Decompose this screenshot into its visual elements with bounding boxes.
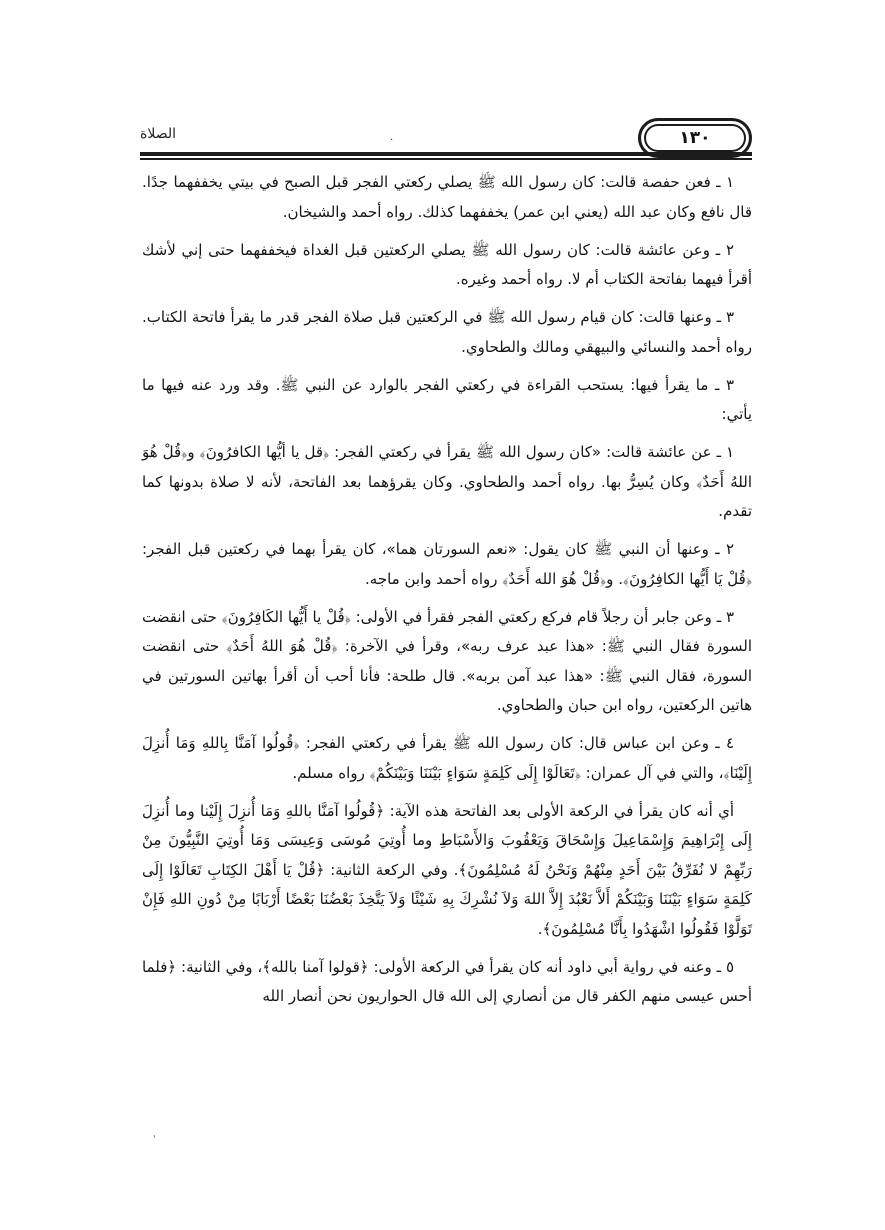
page-header — [140, 112, 752, 160]
paragraph-reading-2: ٢ ـ وعنها أن النبي ﷺ كان يقول: «نعم السورتان هما»، كان يقرأ بهما في ركعتين قبل الفجر: ﴿قُلْ يَا أَيُّها الكافِرُونَ﴾. و﴿قُلْ هُوَ الله أَحَدٌ﴾ رواه أحمد وابن ماجه. — [142, 540, 752, 588]
page-number: ١٣٠ — [679, 128, 711, 148]
header-rule-thick — [140, 152, 752, 156]
paragraph-hafsa-hadith: ١ ـ فعن حفصة قالت: كان رسول الله ﷺ يصلي ركعتي الفجر قبل الصبح في بيتي يخففهما جدًا. قال نافع وكان عبد الله (يعني ابن عمر) يخففهما كذلك. رواه أحمد والشيخان. — [142, 173, 752, 221]
paragraph-reading-1: ١ ـ عن عائشة قالت: «كان رسول الله ﷺ يقرأ في ركعتي الفجر: ﴿قل يا أيُّها الكافرُونَ﴾ و﴿قُلْ هُوَ اللهُ أَحَدٌ﴾ وكان يُسِرُّ بها. رواه أحمد والطحاوي. وكان يقرؤهما بعد الفاتحة، لأنه لا صلاة بدونها كما تقدم. — [142, 443, 752, 520]
paragraph-reading-5: ٥ ـ وعنه في رواية أبي داود أنه كان يقرأ في الركعة الأولى: ﴿قولوا آمنا بالله﴾، وفي الثانية: ﴿فلما أحس عيسى منهم الكفر قال من أنصاري إلى الله قال الحواريون نحن أنصار الله — [142, 957, 752, 1005]
paragraph-aisha-qiyam: ٣ ـ وعنها قالت: كان قيام رسول الله ﷺ في الركعتين قبل صلاة الفجر قدر ما يقرأ فاتحة الكتاب. رواه أحمد والنسائي والبيهقي ومالك والطحاوي. — [142, 308, 752, 356]
paragraph-reading-3: ٣ ـ وعن جابر أن رجلاً قام فركع ركعتي الفجر فقرأ في الأولى: ﴿قُلْ يا أَيُّها الكَافِرُونَ﴾ حتى انقضت السورة فقال النبي ﷺ: «هذا عبد عرف ربه»، وقرأ في الآخرة: ﴿قُلْ هُوَ اللهُ أَحَدٌ﴾ حتى انقضت السورة، فقال النبي ﷺ: «هذا عبد آمن بربه». قال طلحة: فأنا أحب أن أقرأ بهاتين السورتين في هاتين الركعتين، رواه ابن حبان والطحاوي. — [142, 607, 752, 714]
paragraph-aisha-hadith: ٢ ـ وعن عائشة قالت: كان رسول الله ﷺ يصلي الركعتين قبل الغداة فيخففهما حتى إني لأشك أقرأ فيهما بفاتحة الكتاب أم لا. رواه أحمد وغيره. — [142, 240, 752, 288]
footer-mark: ' — [153, 1135, 156, 1145]
paragraph-explanation: أي أنه كان يقرأ في الركعة الأولى بعد الفاتحة هذه الآية: ﴿قُولُوا آمَنَّا باللهِ وَمَا أُنزِلَ إِلَيْنا وما أُنزِلَ إِلَى إِبْرَاهِيمَ وَإِسْمَاعِيلَ وَإِسْحَاقَ وَيَعْقُوبَ وَالأَسْبَاطِ وما أُوتِيَ مُوسَى وَعِيسَى وَمَا أُوتِيَ النَّبِيُّونَ مِنْ رَبِّهِمْ لا نُفَرِّقُ بَيْنَ أَحَدٍ مِنْهُمْ وَنَحْنُ لَهُ مُسْلِمُونَ﴾. وفي الركعة الثانية: ﴿قُلْ يَا أَهْلَ الكِتَابِ تَعَالَوْا إِلَى كَلِمَةٍ سَوَاءٍ بَيْنَنَا وَبَيْنَكُمْ أَلاَّ نَعْبُدَ إِلاَّ اللهَ وَلاَ نُشْرِكَ بِهِ شَيْئًا وَلاَ يَتَّخِذَ بَعْضُنَا بَعْضًا أَرْبَابًا مِنْ دُونِ اللهِ فَإِنْ تَوَلَّوْا فَقُولُوا اشْهَدُوا بِأَنَّا مُسْلِمُونَ﴾. — [142, 801, 752, 938]
header-rule-thin — [140, 158, 752, 160]
page-content — [142, 168, 752, 1020]
paragraph-section-reading: ٣ ـ ما يقرأ فيها: يستحب القراءة في ركعتي الفجر بالوارد عن النبي ﷺ. وقد ورد عنه فيها ما يأتي: — [142, 375, 752, 423]
header-dot: . — [390, 132, 394, 143]
paragraph-reading-4: ٤ ـ وعن ابن عباس قال: كان رسول الله ﷺ يقرأ في ركعتي الفجر: ﴿قُولُوا آمَنَّا بِاللهِ وَمَا أُنزِلَ إِلَيْنَا﴾، والتي في آل عمران: ﴿تَعَالَوْا إِلَى كَلِمَةٍ سَوَاءٍ بَيْنَنَا وَبَيْنَكُمْ﴾ رواه مسلم. — [142, 734, 752, 782]
chapter-title: الصلاة — [140, 126, 176, 142]
